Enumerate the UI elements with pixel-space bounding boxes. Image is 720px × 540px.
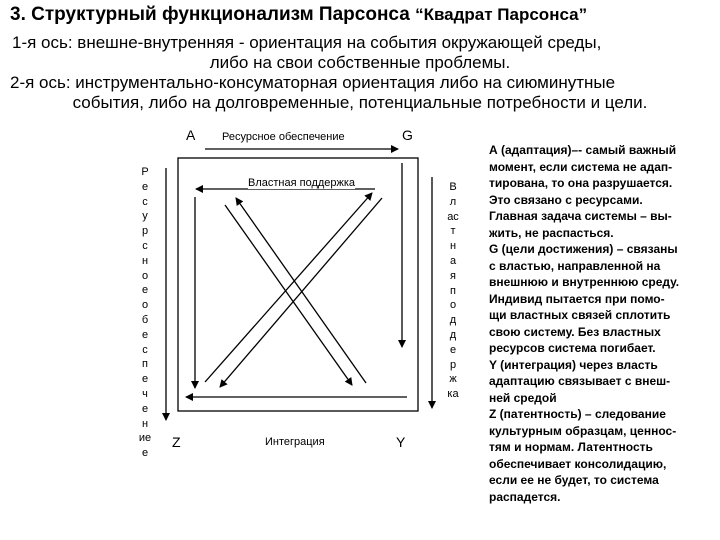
left-letter: е [141,328,149,341]
left-letter: у [142,210,148,223]
right-vertical-label [441,180,465,402]
corner-label-g: G [402,127,413,143]
label-power-support: Властная поддержка [248,177,356,189]
left-letter: е [141,447,149,460]
explanation-text [489,142,717,505]
explanation-line: культурным образцам, ценнос- [489,423,677,438]
left-letter: о [141,299,149,312]
intro-line-2: либо на свои собственные проблемы. [209,53,511,72]
right-letter: ж [449,373,457,386]
explanation-line: G (цели достижения) – связаны [489,242,678,256]
explanation-line: адаптацию связывает с внеш- [489,374,671,388]
explanation-line: Z (патентность) – следование [489,407,666,421]
title-main: 3. Структурный функционализм Парсонса [10,4,416,25]
explanation-line: Главная задача системы – вы- [489,209,672,223]
explanation-line: распадется. [489,489,561,504]
intro-line-1: 1-я ось: внешне-внутренняя - ориентация на события окружающей среды, [12,33,602,52]
right-letter: л [449,195,457,208]
explanation-line: щи властных связей сплотить [489,308,671,322]
left-letter: е [141,373,149,386]
explanation-line: Y (интеграция) через власть [489,357,658,372]
intro-line-3: 2-я ось: инструментально-консуматорная ориентация либо на сиюминутные [10,73,616,92]
explanation-line: свою систему. Без властных [489,324,661,339]
left-letter: с [142,195,148,208]
title-quote: “Квадрат Парсонса” [415,5,588,24]
explanation-line: ней средой [489,390,557,405]
right-letter: ка [447,388,459,401]
right-letter: В [449,181,457,193]
explanation-line: Индивид пытается при помо- [489,291,665,306]
left-letter: ч [142,387,148,400]
left-letter: б [141,313,149,326]
corner-label-y: Y [396,434,406,450]
right-letter: я [450,269,456,282]
right-letter: д [449,328,457,341]
left-letter: с [142,239,148,252]
left-letter: п [142,358,148,371]
right-letter: ас [447,210,459,223]
right-letter: н [449,240,457,253]
right-letter: а [449,254,457,267]
label-resource-supply: Ресурсное обеспечение [222,131,345,143]
diagonal-arrow-1b [236,198,366,383]
right-letter: р [449,358,457,371]
diagonal-arrow-2a [220,198,382,387]
right-letter: п [450,284,456,297]
left-letter: е [141,402,149,415]
explanation-line: если ее не будет, то система [489,473,659,487]
left-letter: о [141,269,149,282]
left-letter: н [141,254,149,267]
explanation-line: А (адаптация)–- самый важный [489,143,677,157]
left-letter: р [141,225,149,238]
left-letter: ие [138,432,152,445]
right-letter: о [449,299,457,312]
right-letter: е [449,343,457,356]
left-letter: е [141,284,149,297]
left-letter: с [142,343,148,356]
left-letter: Р [141,166,149,178]
explanation-line: тирована, то она разрушается. [489,176,673,190]
explanation-line: момент, если система не адап- [489,159,673,174]
right-letter: д [449,314,457,327]
corner-label-z: Z [172,434,181,450]
explanation-line: жить, не распасться. [489,225,614,240]
explanation-line: Это связано с ресурсами. [489,192,643,207]
explanation-line: внешнюю и внутреннюю среду. [489,275,680,289]
square-frame [178,158,418,411]
label-integration: Интеграция [265,436,325,448]
intro-line-4: события, либо на долговременные, потенциальные потребности и цели. [72,93,648,112]
explanation-line: обеспечивает консолидацию, [489,456,667,471]
explanation-line: ресурсов система погибает. [489,341,656,355]
left-letter: е [141,180,149,193]
explanation-line: с властью, направленной на [489,258,661,273]
left-letter: н [141,417,149,430]
explanation-line: тям и нормам. Латентность [489,440,653,454]
corner-label-a: A [186,127,196,143]
right-letter: т [450,225,456,238]
diagonal-arrow-2b [205,193,372,382]
left-vertical-label [134,165,156,461]
